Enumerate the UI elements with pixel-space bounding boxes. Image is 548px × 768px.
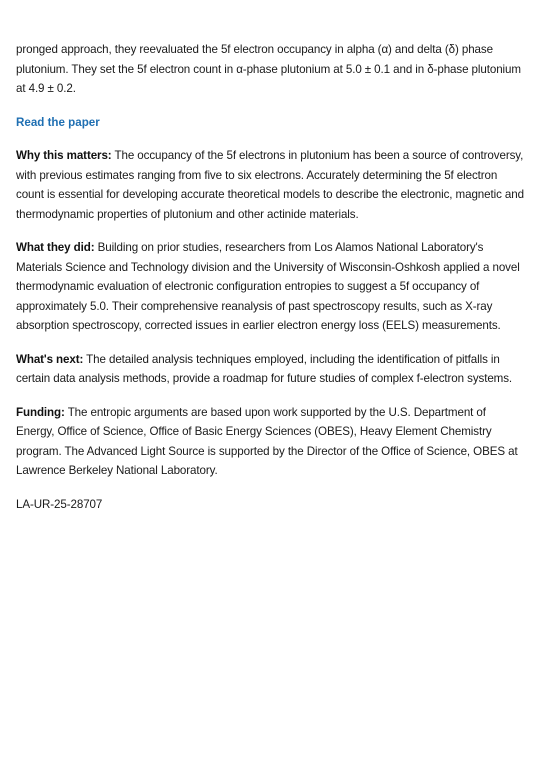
section-what-they-did <box>16 238 526 336</box>
section-funding <box>16 403 526 481</box>
section-heading: Why this matters: <box>16 149 112 162</box>
section-heading: What's next: <box>16 352 84 366</box>
read-the-paper-link[interactable]: Read the paper <box>16 115 100 129</box>
section-why-this-matters <box>16 146 526 224</box>
section-heading: What they did: <box>16 241 95 254</box>
intro-paragraph: pronged approach, they reevaluated the 5f electron occupancy in alpha (α) and delta (δ) phase plutonium. They set the 5f electron count in α-phase plutonium at 5.0 ± 0.1 and in δ-phase plutonium at 4.9 ± 0.2. <box>16 43 521 95</box>
section-whats-next <box>16 350 526 389</box>
section-body: The detailed analysis techniques employed, including the identification of pitfalls in certain data analysis methods, provide a roadmap for future studies of complex f-electron systems. <box>16 352 513 385</box>
section-body: Building on prior studies, researchers from Los Alamos National Laboratory's Materials Science and Technology division and the University of Wisconsin-Oshkosh applied a novel thermodynamic evaluation of electronic configuration entropies to suggest a 5f occupancy of approximately 5.0. Their comprehensive reanalysis of past spectroscopy results, such as X-ray absorption spectroscopy, corrected issues in earlier electron energy loss (EELS) measurements. <box>16 241 520 332</box>
document-reference-code: LA-UR-25-28707 <box>16 497 103 511</box>
section-heading: Funding: <box>16 405 65 419</box>
section-body: The occupancy of the 5f electrons in plutonium has been a source of controversy, with previous estimates ranging from five to six electrons. Accurately determining the 5f electron count is essential for developing accurate theoretical models to describe the electronic, magnetic and thermodynamic properties of plutonium and other actinide materials. <box>16 149 524 221</box>
section-body: The entropic arguments are based upon work supported by the U.S. Department of Energy, Office of Science, Office of Basic Energy Sciences (OBES), Heavy Element Chemistry program. The Advanced Light Source is supported by the Director of the Office of Science, OBES at Lawrence Berkeley National Laboratory. <box>16 405 518 477</box>
